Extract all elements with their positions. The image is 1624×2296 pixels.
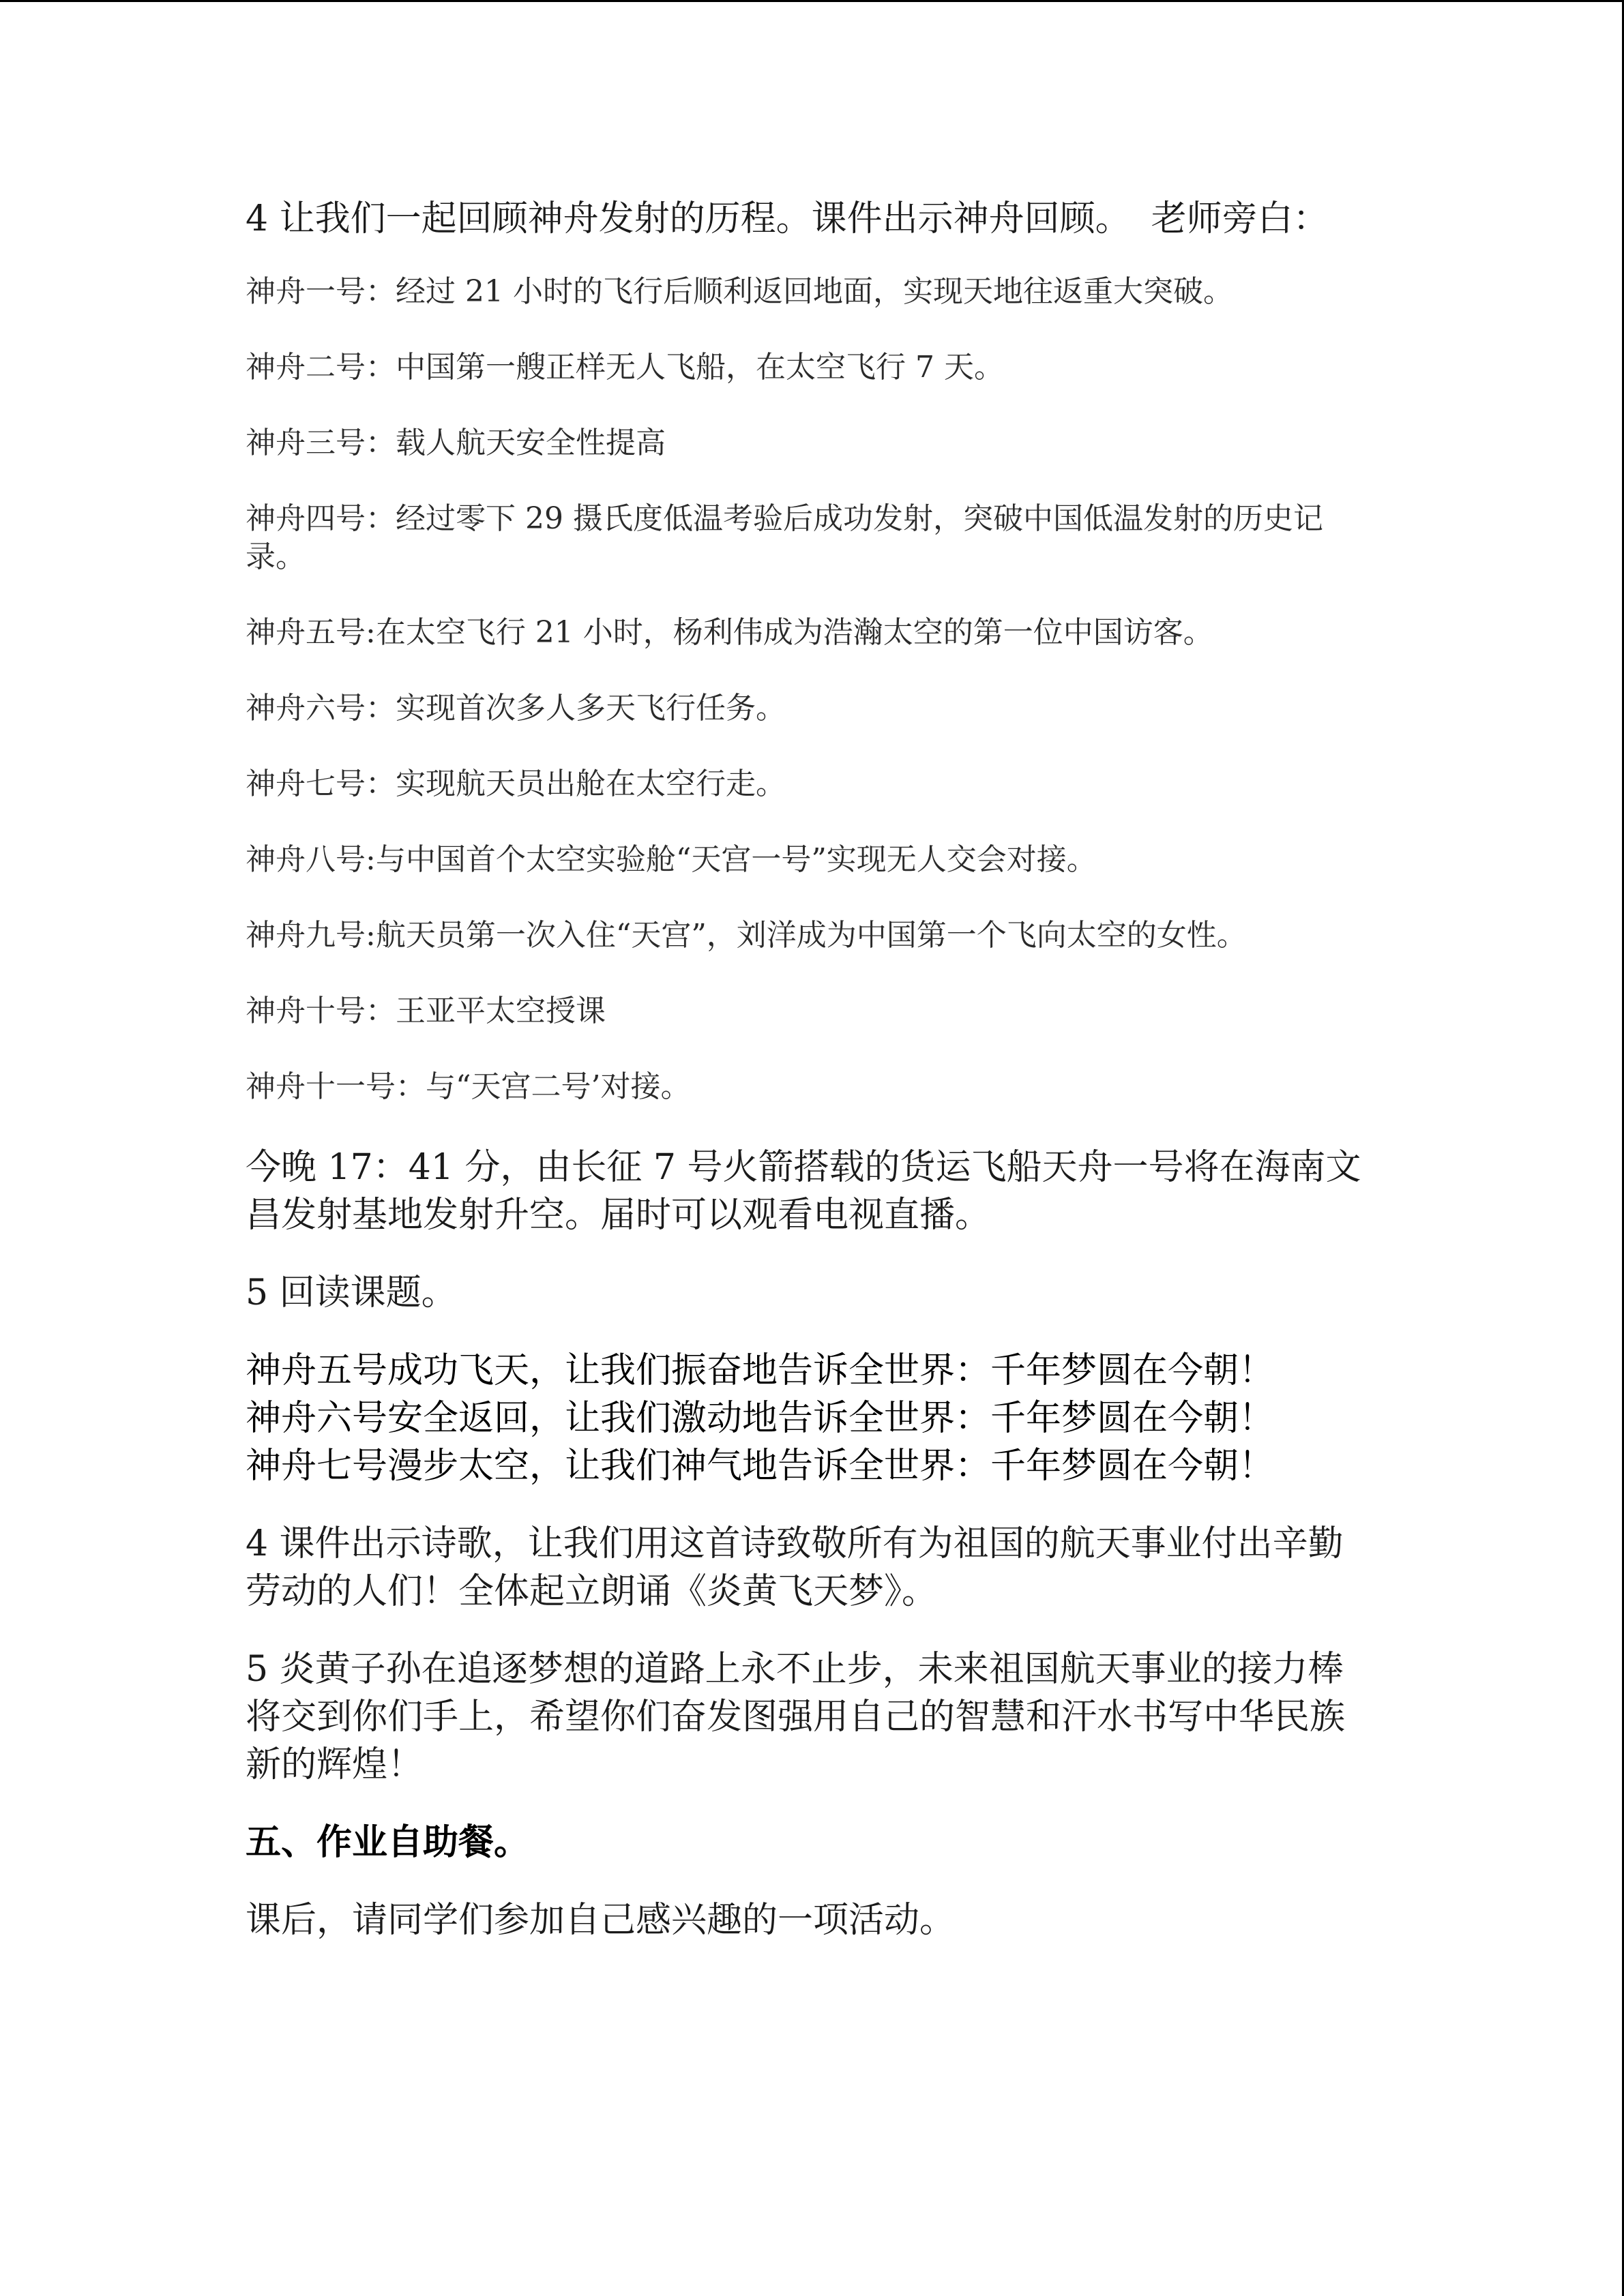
shenzhou-6-item: 神舟六号：实现首次多人多天飞行任务。 — [246, 691, 786, 726]
shenzhou-3-item: 神舟三号：载人航天安全性提高 — [246, 426, 666, 460]
shenzhou-9-item: 神舟九号:航天员第一次入住“天宫”，刘洋成为中国第一个飞向太空的女性。 — [246, 918, 1247, 953]
poem-line-1: 神舟五号成功飞天，让我们振奋地告诉全世界：千年梦圆在今朝！ — [246, 1350, 1275, 1391]
homework-heading: 五、作业自助餐。 — [246, 1821, 530, 1863]
shenzhou-8-item: 神舟八号:与中国首个太空实验舱“天宫一号”实现无人交会对接。 — [246, 842, 1097, 877]
tonight-launch-paragraph: 今晚 17：41 分，由长征 7 号火箭搭载的货运飞船天舟一号将在海南文昌发射基地发射升空。届时可以观看电视直播。 — [246, 1147, 1361, 1236]
poem-recital-paragraph: 4 课件出示诗歌，让我们用这首诗致敬所有为祖国的航天事业付出辛勤劳动的人们！全体起立朗诵《炎黄飞天梦》。 — [246, 1523, 1344, 1612]
shenzhou-5-item: 神舟五号:在太空飞行 21 小时，杨利伟成为浩瀚太空的第一位中国访客。 — [246, 615, 1213, 650]
shenzhou-7-item: 神舟七号：实现航天员出舱在太空行走。 — [246, 766, 786, 801]
shenzhou-2-item: 神舟二号：中国第一艘正样无人飞船，在太空飞行 7 天。 — [246, 350, 1004, 385]
homework-paragraph: 课后，请同学们参加自己感兴趣的一项活动。 — [246, 1900, 956, 1941]
shenzhou-1-item: 神舟一号：经过 21 小时的飞行后顺利返回地面，实现天地往返重大突破。 — [246, 274, 1233, 309]
shenzhou-11-item: 神舟十一号：与“天宫二号’对接。 — [246, 1069, 691, 1104]
poem-line-3: 神舟七号漫步太空，让我们神气地告诉全世界：千年梦圆在今朝！ — [246, 1446, 1275, 1487]
poem-line-2: 神舟六号安全返回，让我们激动地告诉全世界：千年梦圆在今朝！ — [246, 1398, 1275, 1439]
narration-label: 老师旁白： — [1151, 198, 1329, 239]
poem-block — [246, 1347, 1378, 1490]
intro-paragraph — [246, 195, 1378, 243]
top-border-line — [0, 0, 1624, 2]
reread-title-paragraph: 5 回读课题。 — [246, 1272, 457, 1313]
shenzhou-4-item: 神舟四号：经过零下 29 摄氏度低温考验后成功发射，突破中国低温发射的历史记录。 — [246, 501, 1323, 574]
document-page — [246, 195, 1378, 1974]
shenzhou-10-item: 神舟十号：王亚平太空授课 — [246, 994, 606, 1028]
closing-paragraph: 5 炎黄子孙在追逐梦想的道路上永不止步，未来祖国航天事业的接力棒将交到你们手上，希望你们奋发图强用自己的智慧和汗水书写中华民族新的辉煌！ — [246, 1649, 1346, 1785]
intro-text: 4 让我们一起回顾神舟发射的历程。课件出示神舟回顾。 — [246, 198, 1131, 239]
